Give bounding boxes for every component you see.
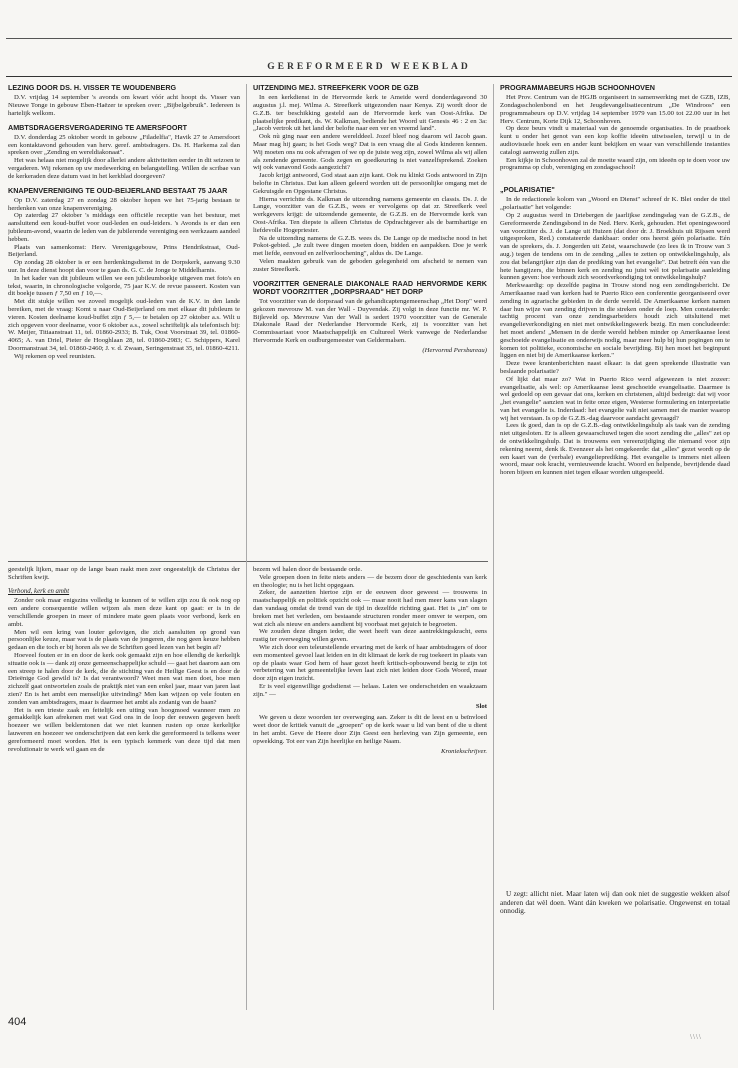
subheading: Verbond, kerk en ambt: [8, 587, 70, 595]
paragraph: Het was helaas niet mogelijk door allerlei andere aktiviteiten eerder in dit seizoen te vergaderen. Wij rekenen op uw medewerking en belangstelling. Willen de scribae van de kerkeraden deze datum vast in het kerkblad doorgeven?: [8, 157, 240, 180]
column-3: [500, 84, 730, 884]
paragraph: Zeker, de aanzetten hiertoe zijn er de eeuwen door geweest — trouwens in maatschappelijk en politiek opzicht ook — maar nooit had men meer kans van slagen dan vandaag omdat de trend van de tijd in dezelfde richting gaat. Het is „in" om te breken met het verleden, om bestaande structuren ronder meer omver te werpen, om wat zich als nieuw en anders aandient bij voorbaat met gejuich te begroeten.: [253, 589, 487, 628]
paragraph: Hierna verrichtte ds. Kalkman de uitzending namens gemeente en classis. Ds. J. de Lange, voorzitter van de G.Z.B., wees er vervolgens op dat zr. Streefkerk veel werkgevers krijgt: de uitzendende gemeente, de G.Z.B. en de Hervormde kerk van Oost-Afrika. Ten diepste is alleen Christus de Opdrachtgever als de barmhartige en liefdevolle Hogepriester.: [253, 195, 487, 234]
masthead: GEREFORMEERD WEEKBLAD: [267, 62, 471, 72]
paragraph: Na de uitzending namens de G.Z.B. wees ds. De Lange op de medische nood in het Pokot-gebied. „Je zult twee dingen moeten doen, bidden en aanpakken. Doe je werk met liefde, eenvoud en zelfverloochening", aldus ds. De Lange.: [253, 234, 487, 258]
article-heading: „POLARISATIE": [500, 185, 555, 195]
paragraph: Op zondag 28 oktober is er een herdenkingsdienst in de Dorpskerk, aanvang 9.30 uur. In deze dienst hoopt dan voor te gaan ds. G. C. de Jonge te Middelharnis.: [8, 259, 240, 274]
column-1-bottom: [8, 566, 240, 1010]
column-rule-2: [493, 84, 494, 1010]
paragraph: Hoeveel fouten er in en door de kerk ook gemaakt zijn en hoe ellendig de kerkelijk situatie ook is — dank zij onze gemeenschappelijke schuld — gaat het daarom aan om een streep te halen door de kerk, die de stichting van de Heilige Geest is en door de Drieënige God gewild is? Is dat verantwoord? Weet men wat men doet, hoe men zichzelf gaat ontwortelen zoals de praktijk niet van een enkel jaar, maar van jaren laat zien? En is het ambt een menselijke uitvinding? Men kan wijzen op vele fouten en zonden van ambtsdragers, maar is daarmee het ambt als zodanig van de baan?: [8, 651, 240, 706]
paragraph: Ook nù ging naar een andere werelddeel. Jozef bleef nog daarom wil Jacob gaan. Maar mag hij gaan; is het Gods weg? Dat is een vraag die al Gods kinderen kennen. Wij moeten ons nu ook afvragen of we op de juiste weg zijn, zowel Wilma als wij allen als zendende gemeente. Gods zegen en goedkeuring is niet vanzelfsprekend. Zoeken wij ook vanavond Gods aangezicht?: [253, 133, 487, 172]
paragraph: Jacob krijgt antwoord, God staat aan zijn kant. Ook nu klinkt Gods antwoord in Zijn belofte in Christus. Dat kan alleen geleerd worden uit de persoonlijke omgang met de Gekruisgde en Opgestane Christus.: [253, 172, 487, 195]
paragraph: Of lijkt dat maar zo? Wat in Puerto Rico werd afgewezen is niet zozeer: evangelisatie, als wel: op Amerikaanse leest geschoeide evangelisatie. Daarmee is wel gedoeld op een gevaar dat ons, kerken en christenen, altijd bedreigt: dat wij voor „het evangelie" aanzien wat in feite onze eigen, Westerse formulering en interpretatie van het evangelie is. Inderdaad: het evangelie valt niet samen met de manier waarop wij het verstaan. Is op de G.Z.B.-dag daarvoor aandacht gevraagd?: [500, 375, 730, 422]
paragraph: Het Prov. Centrum van de HGJB organiseert in samenwerking met de GZB, IZB, Zondagsscholenbond en het Jeugdevangelisatiecentrum „De Windroos" een programmabeurs op D.V. vrijdag 14 september 1979 van 15.00 tot 22.00 uur in het Herv. Centrum, Korte Dijk 12, Schoonhoven.: [500, 94, 730, 125]
section-divider: [8, 561, 488, 562]
paragraph: Wie zich door een teleurstellende ervaring met de kerk of haar ambtsdragers of door een momenteel gevoel laat leiden en in dit klimaat de kerk de rug toekeert in plaats van op de plaats waar God hem of haar gezet heeft kritisch-opbouwend bezig te zijn tot verbetering van het gemeentelijke leven laat zich niet leiden door Gods Woord, maar door zijn eigen inzicht.: [253, 643, 487, 683]
paragraph: Vele groepen doen in feite niets anders — de bezem door de geschiedenis van kerk en theologie; nu is het licht opgegaan.: [253, 573, 487, 589]
paragraph: Er is veel eigenwillige godsdienst — helaas. Laten we onderscheiden en waakzaam zijn." —: [253, 682, 487, 698]
paragraph: Velen maakten gebruik van de geboden gelegenheid om afscheid te nemen van zuster Streefkerk.: [253, 257, 487, 273]
article-heading: AMBTSDRAGERSVERGADERING TE AMERSFOORT: [8, 122, 188, 132]
article-heading: KNAPENVERENIGING TE OUD-BEIJERLAND BESTAAT 75 JAAR: [8, 185, 228, 195]
column-rule-1: [246, 84, 247, 1010]
spacer: [500, 172, 730, 180]
signature: (Hervormd Persbureau): [422, 346, 487, 354]
paragraph: Plaats van samenkomst: Herv. Verenigsgebouw, Prins Hendrikstraat, Oud-Beijerland.: [8, 243, 240, 259]
paragraph: Tot voorzitter van de dorpsraad van de gehandicaptengemeenschap „Het Dorp" werd gekozen mevrouw M. van der Wall - Duyvendak. Zij volgt in deze functie mr. W. P. Bijleveld op. Mevrouw Van der Wall is sedert 1970 voorzitter van de Generale Diakonale Raad der Nederlandse Hervormde Kerk, zij is voorzitter van het Commissariaat voor Maatschappelijk en Cultureel Werk vanwege de Nederlandse Hervormde Kerk en oudburgemeester van Geldermalsen.: [253, 297, 487, 344]
signature: Kroniekschrijver.: [441, 747, 487, 755]
column-2-bottom: [253, 566, 487, 1010]
article-heading: LEZING DOOR DS. H. VISSER TE WOUDENBERG: [8, 84, 177, 92]
paragraph: Een kijkje in Schoonhoven zal de moeite waard zijn, om ideeën op te doen voor uw programma op club, vereniging en zondagsschool!: [500, 156, 730, 172]
paragraph: In een kerkdienst in de Hervormde kerk te Ameide werd donderdagavond 30 augustus j.l. mej. Wilma A. Streefkerk uitgezonden naar Kenya. Zij wordt door de G.Z.B. ter beschikking gesteld aan de Hervormde kerk van Oost-Afrika. De plaatselijke predikant, ds. W. Kalkman, bediende het Woord uit Genesis 46 : 2 en 3a: „Jacob vertrok uit het land der belofte naar een ver en vreemd land".: [253, 94, 487, 133]
paragraph: We geven u deze woorden ter overweging aan. Zeker is dit de leest en u beïnvloed weet door de kritiek vanuit de „groepen" op de kerk waar u lid van bent of die u dient in het ambt. Geve de Heere door Zijn Geest een herleving van Zijn gemeente, een opwekking. Tot eer van Zijn heerlijke en heilige Naam.: [253, 714, 487, 745]
paragraph: Op 2 augustus werd in Driebergen de jaarlijkse zendingsdag van de G.Z.B., de Gereformeerde Zendingsbond in de Ned. Herv. Kerk, gehouden. Het openingswoord van voorzitter ds. J. de Lange uit Huizen (dat door dr. J. Broekhuis uit Rijssen werd uitgesproken, Red.) constateerde dankbaar: onder ons heerst géén polarisatie. Eén van de sprekers, ds. J. Jongerden uit Zeist, waarschuwde (zo lees ik in Trouw van 3 aug.) tegen de tendens om in de zending „alles te zetten op ontwikkelingshulp, als zou dat belangrijker zijn dan de prediking van het evangelie". Dat betreft één van die hete hangijzers, die binnen kerk en zending nu juist wèl tot polarisatie aanleiding kunnen geven: hoe verhoudt zich woordverkondiging tot ontwikkelingshulp?: [500, 211, 730, 282]
paragraph: Men wil een kring van louter gelovigen, die zich aansluiten op grond van persoonlijke keuze, maar wat is de plaats van de jongeren, die nog geen keuze hebben gedaan en die toch er bij horen als we de Schriften goed lezen van het begin af?: [8, 628, 240, 652]
paragraph: Met dit stukje willen we zoveel mogelijk oud-leden van de K.V. in den lande bereiken, met de vraag: Komt u naar Oud-Beijerland om met elkaar dit jubileum te vieren. Kosten deelname koud-buffet zijn ƒ 5,— te betalen op 27 oktober a.s. Wilt u zich opgeven voor deelname, voor 6 oktober a.s., zowel schriftelijk als telefonisch bij: W. Meijer, Titiaanstraat 11, tel. 01860-2933; B. Tuk, Oost Voorstraat 39, tel. 01860-4065; A. van Driel, Pieter de Hooghlaan 28, tel. 01860-2983; C. Schippers, Karel Doormanstraat 34, tel. 01860-2460; J. v. d. Zwaan, Seringenstraat 35, tel. 01860-4211.: [8, 298, 240, 352]
paragraph: Op zaterdag 27 oktober 's middags een officiële receptie van het bestuur, met aansluitend een koud-buffet voor oud-leden en oud-leiders. 's Avonds is er dan een jubileum-avond, waarin de leden van de jubilerende vereniging een werkzaam aandeel hebben.: [8, 212, 240, 243]
paragraph: D.V. donderdag 25 oktober wordt in gebouw „Filadelfia", Havik 27 te Amersfoort een kontaktavond gehouden van herv. geref. ambtsdragers. Ds. H. Harkema zal dan spreken over „Zending en wereldiakonaat".: [8, 133, 240, 157]
paragraph: Op D.V. zaterdag 27 en zondag 28 oktober hopen we het 75-jarig bestaan te herdenken van onze knapenvereniging.: [8, 196, 240, 212]
paragraph: Zonder ook maar enigszins volledig te kunnen of te willen zijn zou ik ook nog op een andere consequentie willen wijzen als men deze kant op gaat: er is in de verschillende groepen in meer of mindere mate geen plaats voor verbond, kerk en ambt.: [8, 597, 240, 628]
paragraph: Lees ik goed, dan is op de G.Z.B.-dag ontwikkelingshulp als taak van de zending niet uitgesloten. Er is alleen gewaarschuwd tegen die soort zending die „alles" zet op de ontwikkelingshulp. Dat is trouwens een vereenzijdiging die niemand voor zijn rekening neemt, denk ik. Evenzeer als het omgekeerde: dat „alles" gezet wordt op de een kaart van de (verbale) evangelieprediking. Het evangelie is immers niet alleen woord, maar ook kracht, vernieuwende kracht. Woord en helpende, bevrijdende daad horen bijeen en kunnen niet tegen elkaar worden uitgespeeld.: [500, 422, 730, 477]
article-heading: PROGRAMMABEURS HGJB SCHOONHOVEN: [500, 84, 655, 92]
paragraph: Het is een trieste zaak en feitelijk een uiting van hoogmoed wanneer men zo gemakkelijk kan afrekenen met wat God ons in de loop der eeuwen gegeven heeft hoezeer we willen beklemtonen dat we niet kunnen rusten op onze kerkelijke lauweren en hoezeer we onderschrijven dat een kerk die gereformeerd is telkens weer gereformeerd moet worden. Het is een typisch kenmerk van deze tijd dat men revolutionair te werk wil gaan en de: [8, 706, 240, 753]
paragraph: Wij rekenen op veel reunisten.: [14, 352, 96, 360]
column-1-top: [8, 84, 240, 559]
paragraph: In de redactionele kolom van „Woord en Dienst" schreef dr K. Blei onder de titel „polarisatie" het volgende:: [500, 196, 730, 212]
paragraph: bezem wil halen door de bestaande orde.: [253, 566, 362, 573]
column-3-tail: [500, 890, 730, 950]
paragraph: We zouden deze dingen ieder, die weet heeft van deze aantrekkingskracht, eens rustig ter overweging willen geven.: [253, 628, 487, 644]
masthead-rule: [6, 76, 732, 77]
article-heading: UITZENDING MEJ. STREEFKERK VOOR DE GZB: [253, 84, 419, 92]
paragraph: Merkwaardig: op dezelfde pagina in Trouw stond nog een zendingsbericht. De Amerikaanse raad van kerken had te Puerto Rico een conferentie georganiseerd over zending in agrarische gebieden in de derde wereld. De Amerikaanse kerken namen daar hun wijze van zending drijven in die streken onder de loep. Men constateerde: tachtig procent van onze zendingsarbeiders houdt zich uitsluitend met evangelieverkondiging en niet met ontwikkelingswerk bezig. En men concludeerde: het moet anders! „Mensen in de derde wereld hebben minder op Amerikaanse leest geschoeide evangelisatie en onderwijs nodig, maar meer hulp bij hun pogingen om te komen tot politieke, economische en sociale bevrijding. Bij hen moet het beginpunt liggen en niet bij de Amerikaanse kerken.": [500, 282, 730, 360]
paragraph: U zegt: allicht niet. Maar laten wij dan ook niet de suggestie wekken alsof anderen dat wèl doen. Want dán kweken we polarisatie. Ongewenst en totaal onnodig.: [500, 890, 730, 916]
paragraph: geestelijk lijken, maar op de lange baan raakt men zeer ongeestelijk de Christus der Schriften kwijt.: [8, 566, 240, 581]
paragraph: Op deze beurs vindt u materiaal van de genoemde organisaties. In de praatboek kunt u onder het genot van een kop koffie ideeën uitwisselen, terwijl u in de audiovisuele hoek een en ander kunt bekijken en waar van verschillende instanties catalogi aanwezig zullen zijn.: [500, 125, 730, 156]
page-number: 404: [8, 1016, 27, 1028]
closing-heading: Slot: [475, 702, 487, 710]
corner-mark: \\\\: [690, 1033, 702, 1041]
paragraph: In het kader van dit jubileum willen we een jubileumboekje uitgeven met foto's en tekst, waarin, in chronologische volgorde, 75 jaar K.V. de revue passeert. Kosten van dit boekje tussen ƒ 7,50 en ƒ 10,—.: [8, 274, 240, 298]
article-heading: VOORZITTER GENERALE DIAKONALE RAAD HERVORMDE KERK WORDT VOORZITTER „DORPSRAAD" HET DORP: [253, 278, 487, 296]
column-2-top: [253, 84, 487, 559]
paragraph: Deze twee krantenberichten naast elkaar: is dat geen sprekende illustratie van beslaande polarisatie?: [500, 360, 730, 375]
paragraph: D.V. vrijdag 14 september 's avonds om kwart vóór acht hoopt ds. Visser van Nieuwe Tonge in gebouw Eben-Haëzer te spreken over: „Bijbelgebruik". Iedereen is hartelijk welkom.: [8, 94, 240, 117]
top-rule: [6, 38, 732, 39]
